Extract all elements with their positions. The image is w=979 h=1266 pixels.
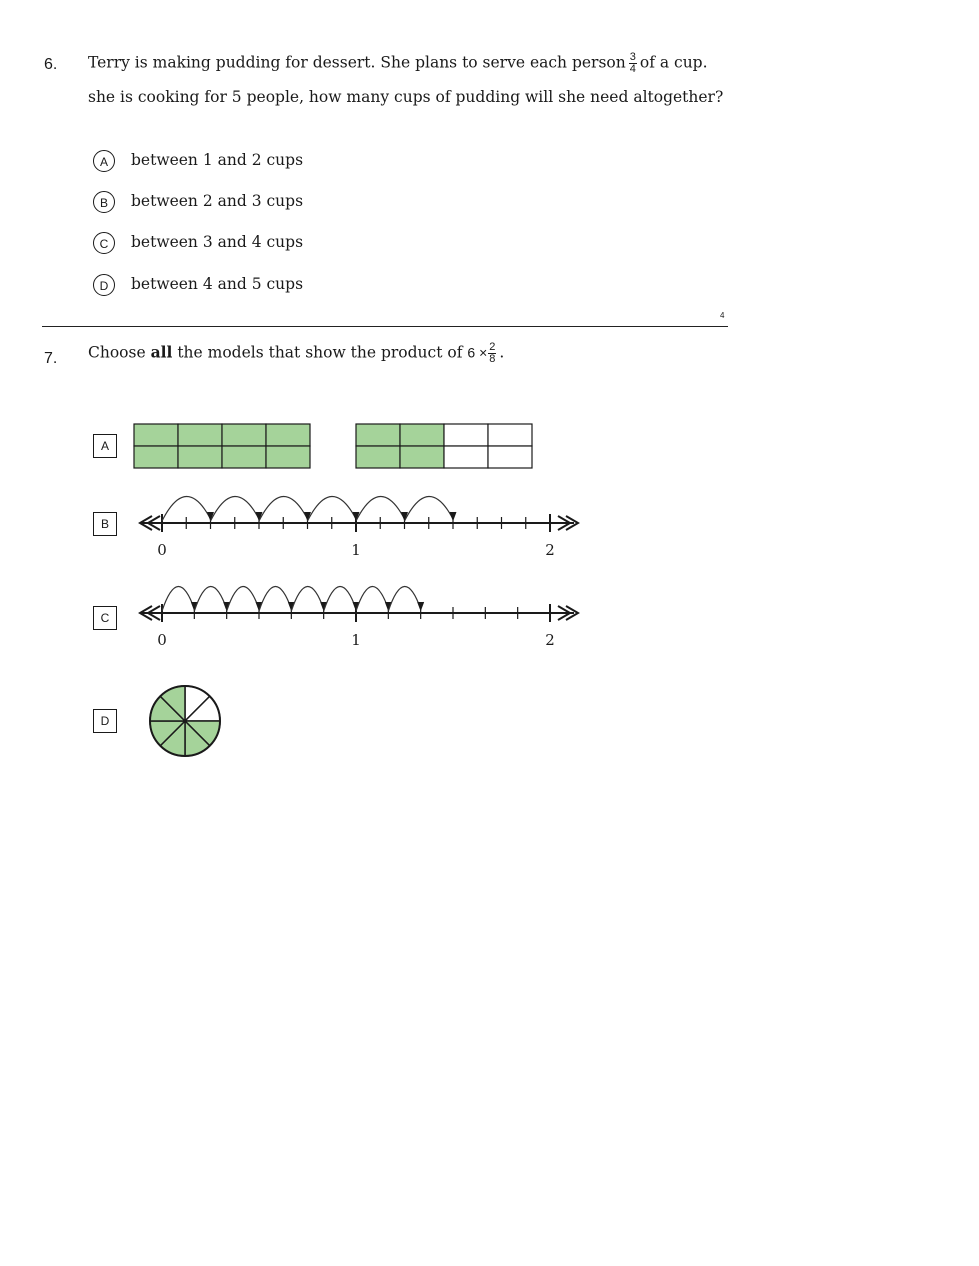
shaded-cell	[178, 446, 222, 468]
model-c-number-line	[130, 575, 590, 657]
question-6-line-2: she is cooking for 5 people, how many cups of pudding will she need altogether?	[88, 88, 724, 106]
fraction-denominator: 4	[629, 63, 636, 75]
choice-bubble[interactable]: B	[93, 191, 115, 213]
choice-label: between 3 and 4 cups	[131, 233, 304, 251]
model-d-checkbox[interactable]: D	[93, 709, 117, 733]
question-6-number: 6.	[44, 56, 58, 73]
jump-arrowhead	[418, 602, 424, 610]
shaded-cell	[356, 446, 400, 468]
model-b-checkbox[interactable]: B	[93, 512, 117, 536]
shaded-cell	[266, 424, 310, 446]
question-7-text-start: Choose	[88, 343, 151, 362]
tick-label: 1	[351, 631, 361, 649]
question-7-text	[88, 342, 504, 365]
model-a-checkbox[interactable]: A	[93, 434, 117, 458]
shaded-cell	[222, 424, 266, 446]
fraction-three-fourths	[629, 52, 637, 75]
shaded-cell	[134, 424, 178, 446]
jump-arc	[194, 586, 226, 611]
choice-bubble[interactable]: C	[93, 232, 115, 254]
choice-label: between 2 and 3 cups	[131, 192, 304, 210]
fraction-numerator: 2	[489, 341, 496, 353]
question-6-text: Terry is making pudding for dessert. She plans to serve each person	[88, 53, 626, 72]
choice-bubble[interactable]: D	[93, 274, 115, 296]
tick-label: 0	[157, 631, 167, 649]
shaded-cell	[400, 424, 444, 446]
question-6-line-1	[88, 52, 708, 75]
fraction-denominator: 8	[489, 353, 496, 365]
section-divider	[42, 326, 728, 327]
jump-arc	[356, 586, 388, 611]
question-7-number: 7.	[44, 350, 58, 367]
choice-label: between 4 and 5 cups	[131, 275, 304, 293]
question-7-emphasis: all	[150, 342, 173, 362]
page-number: 4	[720, 311, 725, 320]
tick-label: 2	[545, 631, 555, 649]
expression-factor: 6 ×	[467, 344, 488, 361]
jump-arc	[259, 586, 291, 611]
tick-label: 1	[351, 541, 361, 559]
jump-arc	[324, 586, 356, 611]
model-a-rectangles	[130, 420, 540, 472]
fraction-two-eighths	[488, 342, 496, 365]
unshaded-cell	[488, 424, 532, 446]
fraction-numerator: 3	[629, 51, 636, 63]
question-7-text-end: the models that show the product of	[172, 343, 463, 362]
choice-bubble[interactable]: A	[93, 150, 115, 172]
model-b-number-line	[130, 485, 590, 567]
shaded-cell	[356, 424, 400, 446]
jump-arc	[388, 586, 420, 611]
unshaded-cell	[444, 446, 488, 468]
expression-period: .	[499, 343, 505, 362]
unshaded-cell	[444, 424, 488, 446]
jump-arc	[162, 586, 194, 611]
tick-label: 2	[545, 541, 555, 559]
shaded-cell	[400, 446, 444, 468]
model-c-checkbox[interactable]: C	[93, 606, 117, 630]
shaded-cell	[222, 446, 266, 468]
unshaded-cell	[488, 446, 532, 468]
jump-arc	[227, 586, 259, 611]
shaded-cell	[266, 446, 310, 468]
tick-label: 0	[157, 541, 167, 559]
choice-label: between 1 and 2 cups	[131, 151, 304, 169]
shaded-cell	[178, 424, 222, 446]
jump-arc	[291, 586, 323, 611]
question-6-text-end: of a cup.	[639, 53, 708, 72]
model-d-circle	[140, 678, 230, 764]
shaded-cell	[134, 446, 178, 468]
